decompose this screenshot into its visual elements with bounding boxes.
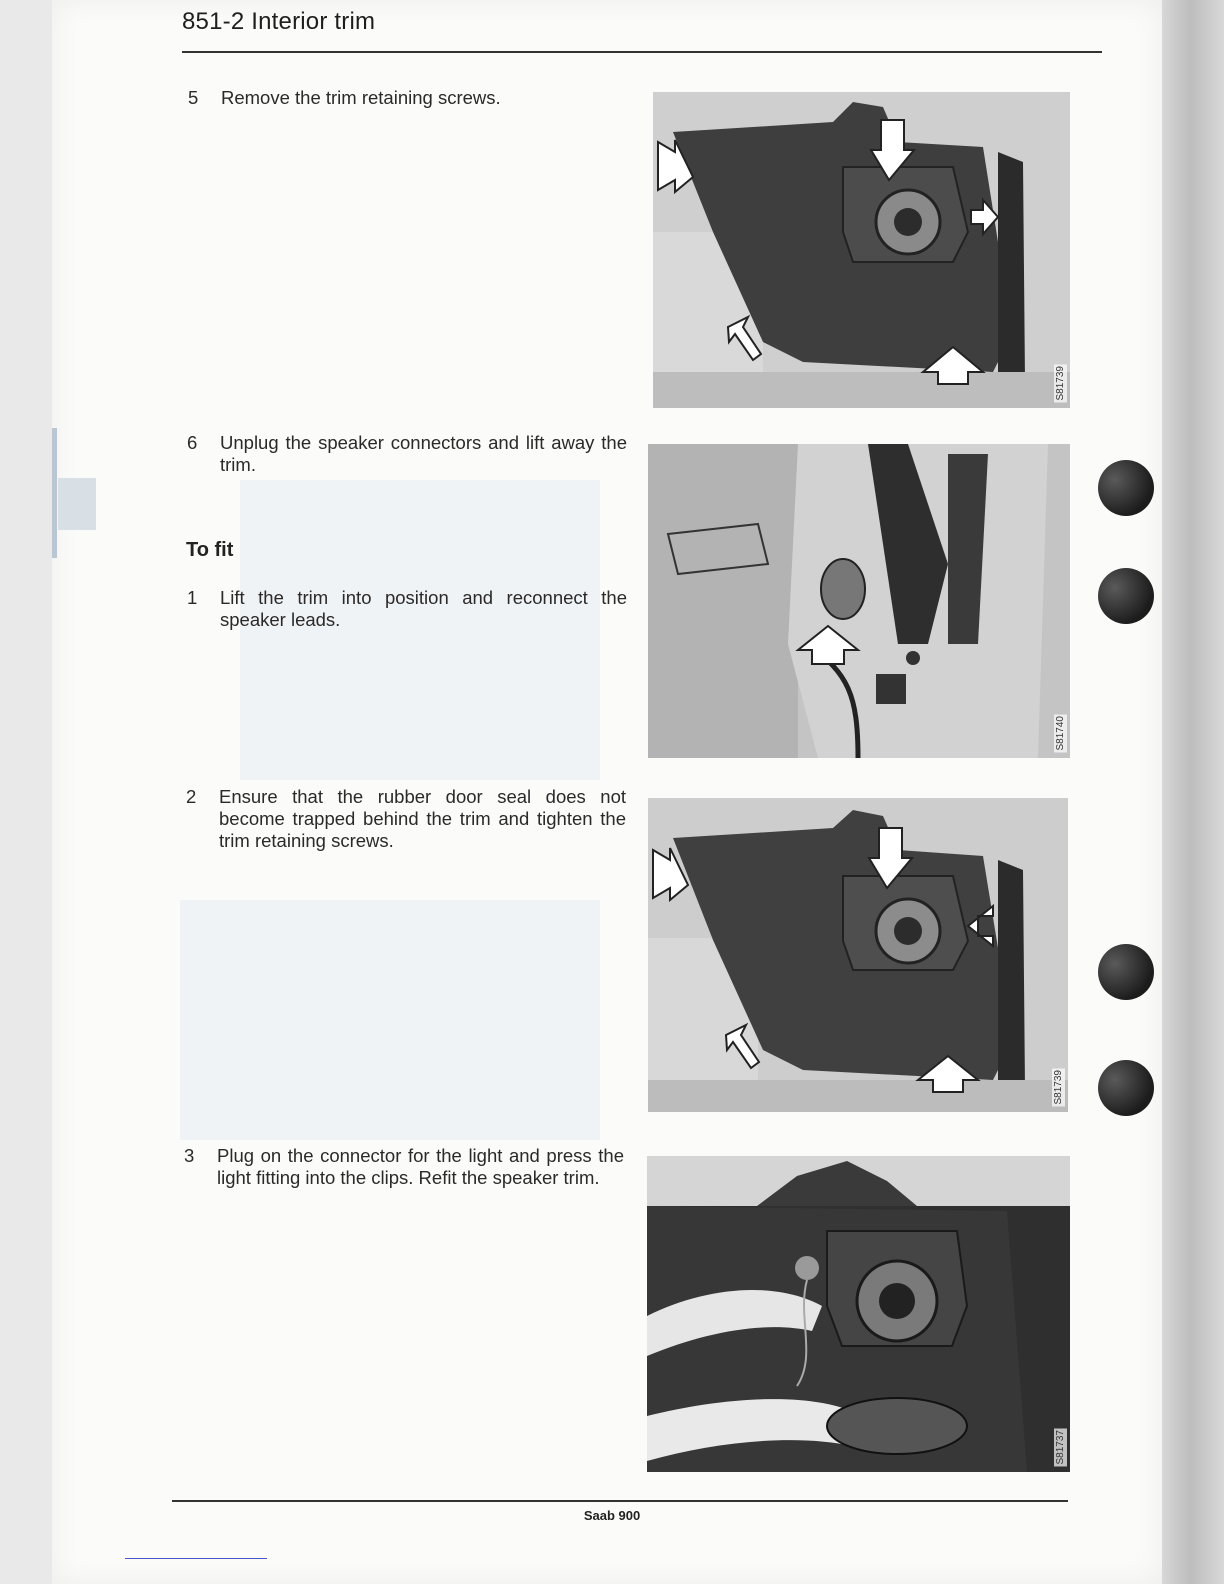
bottom-underline (125, 1558, 267, 1559)
photo-light-fitting (647, 1156, 1070, 1472)
header-divider (182, 51, 1102, 53)
step-text: Lift the trim into position and reconnect the speaker leads. (220, 587, 627, 630)
step-lift-trim (187, 587, 627, 631)
step-text: Remove the trim retaining screws. (221, 87, 501, 108)
step-unplug-speaker (187, 432, 627, 476)
photo-code: S81740 (1055, 715, 1066, 750)
photo-speaker-connectors (648, 444, 1070, 758)
show-through-2 (180, 900, 600, 1140)
step-text: Unplug the speaker connectors and lift away the trim. (220, 432, 627, 475)
light-fitting-illustration (647, 1156, 1070, 1472)
step-door-seal (186, 786, 626, 852)
footer-model: Saab 900 (583, 1508, 641, 1523)
step-remove-screws (188, 87, 628, 109)
section-heading-to-fit: To fit (186, 539, 234, 561)
step-number: 5 (188, 87, 199, 108)
step-number: 3 (184, 1145, 195, 1166)
step-plug-connector (184, 1145, 624, 1189)
trim-refit-illustration (648, 798, 1068, 1112)
photo-trim-screws (653, 92, 1070, 408)
margin-mark (52, 428, 57, 558)
trim-panel-illustration (653, 92, 1070, 408)
step-text: Ensure that the rubber door seal does not become trapped behind the trim and tighten the trim retaining screws. (219, 786, 626, 851)
binder-hole-1 (1098, 460, 1154, 516)
photo-code: S81739 (1053, 1069, 1064, 1104)
binder-hole-2 (1098, 568, 1154, 624)
step-number: 6 (187, 432, 198, 453)
step-number: 2 (186, 786, 197, 807)
connector-illustration (648, 444, 1070, 758)
step-number: 1 (187, 587, 198, 608)
footer-divider (172, 1500, 1068, 1502)
page-title: 851-2 Interior trim (182, 8, 376, 35)
binder-hole-3 (1098, 944, 1154, 1000)
margin-tab (58, 478, 96, 530)
photo-code: S81739 (1055, 365, 1066, 400)
step-text: Plug on the connector for the light and press the light fitting into the clips. Refit the speaker trim. (217, 1145, 624, 1188)
photo-code: S81737 (1055, 1429, 1066, 1464)
photo-trim-refit (648, 798, 1068, 1112)
binder-hole-4 (1098, 1060, 1154, 1116)
